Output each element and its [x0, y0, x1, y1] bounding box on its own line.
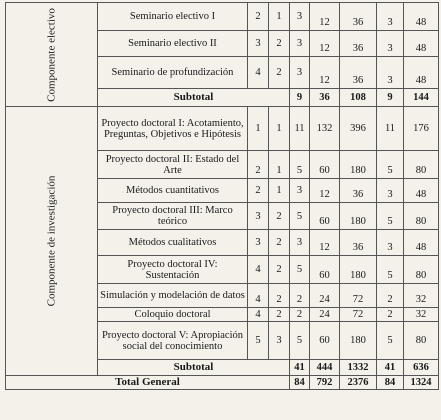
- cell: 2: [248, 3, 269, 31]
- course-name: Métodos cualitativos: [98, 230, 248, 256]
- cell: 11: [377, 107, 404, 151]
- cell: 5: [377, 322, 404, 360]
- cell: 3: [290, 31, 310, 57]
- cell: 180: [340, 256, 377, 284]
- cell: 41: [377, 360, 404, 376]
- cell: 36: [340, 31, 377, 57]
- cell: 72: [340, 308, 377, 322]
- cell: 2: [248, 179, 269, 203]
- cell: 60: [310, 203, 340, 230]
- cell: 5: [290, 322, 310, 360]
- cell: 132: [310, 107, 340, 151]
- cell: 12: [310, 3, 340, 31]
- cell: 2: [290, 284, 310, 308]
- cell: 48: [404, 57, 439, 89]
- cell: 11: [290, 107, 310, 151]
- table-row: [6, 3, 439, 31]
- cell: 2376: [340, 376, 377, 390]
- cell: 80: [404, 151, 439, 179]
- cell: 60: [310, 256, 340, 284]
- cell: 3: [248, 230, 269, 256]
- cell: 1: [269, 3, 290, 31]
- cell: 792: [310, 376, 340, 390]
- course-name: Seminario de profundización: [98, 57, 248, 89]
- cell: 84: [377, 376, 404, 390]
- cell: 3: [377, 179, 404, 203]
- cell: 12: [310, 179, 340, 203]
- subtotal-label: Subtotal: [98, 360, 290, 376]
- cell: 2: [269, 256, 290, 284]
- course-name: Proyecto doctoral I: Acotamiento, Preguntas, Objetivos e Hipótesis: [98, 107, 248, 151]
- cell: 32: [404, 284, 439, 308]
- cell: 636: [404, 360, 439, 376]
- cell: 80: [404, 322, 439, 360]
- cell: 1: [269, 107, 290, 151]
- cell: 2: [377, 284, 404, 308]
- cell: 3: [248, 31, 269, 57]
- cell: 5: [290, 256, 310, 284]
- cell: 36: [340, 3, 377, 31]
- cell: 24: [310, 308, 340, 322]
- cell: 2: [248, 151, 269, 179]
- course-name: Simulación y modelación de datos: [98, 284, 248, 308]
- cell: 180: [340, 203, 377, 230]
- total-label: Total General: [6, 376, 290, 390]
- cell: 12: [310, 230, 340, 256]
- cell: 144: [404, 89, 439, 107]
- cell: 5: [377, 151, 404, 179]
- cell: 12: [310, 31, 340, 57]
- cell: 176: [404, 107, 439, 151]
- course-name: Proyecto doctoral IV: Sustentación: [98, 256, 248, 284]
- cell: 48: [404, 3, 439, 31]
- course-name: Proyecto doctoral II: Estado del Arte: [98, 151, 248, 179]
- cell: 36: [340, 57, 377, 89]
- component-label: Componente de investigación: [6, 107, 98, 376]
- component-label: Componente electivo: [6, 3, 98, 107]
- cell: 5: [290, 151, 310, 179]
- subtotal-label: Subtotal: [98, 89, 290, 107]
- cell: 2: [290, 308, 310, 322]
- cell: 396: [340, 107, 377, 151]
- cell: 41: [290, 360, 310, 376]
- cell: 108: [340, 89, 377, 107]
- cell: 4: [248, 284, 269, 308]
- cell: 80: [404, 256, 439, 284]
- cell: 48: [404, 230, 439, 256]
- total-row: [6, 376, 439, 390]
- cell: 72: [340, 284, 377, 308]
- curriculum-table: [5, 2, 439, 390]
- cell: 3: [290, 57, 310, 89]
- cell: 2: [269, 308, 290, 322]
- cell: 2: [377, 308, 404, 322]
- course-name: Seminario electivo II: [98, 31, 248, 57]
- cell: 9: [290, 89, 310, 107]
- course-name: Coloquio doctoral: [98, 308, 248, 322]
- cell: 9: [377, 89, 404, 107]
- cell: 5: [377, 203, 404, 230]
- cell: 1: [269, 179, 290, 203]
- cell: 36: [340, 179, 377, 203]
- cell: 2: [269, 284, 290, 308]
- cell: 5: [290, 203, 310, 230]
- cell: 2: [269, 230, 290, 256]
- course-name: Seminario electivo I: [98, 3, 248, 31]
- cell: 3: [290, 230, 310, 256]
- cell: 3: [290, 3, 310, 31]
- cell: 3: [290, 179, 310, 203]
- course-name: Métodos cuantitativos: [98, 179, 248, 203]
- course-name: Proyecto doctoral V: Apropiación social del conocimiento: [98, 322, 248, 360]
- table-row: [6, 107, 439, 151]
- cell: 2: [269, 203, 290, 230]
- cell: 1332: [340, 360, 377, 376]
- cell: 60: [310, 322, 340, 360]
- cell: 180: [340, 151, 377, 179]
- cell: 444: [310, 360, 340, 376]
- cell: 2: [269, 57, 290, 89]
- table-body: [6, 3, 439, 390]
- cell: 3: [377, 57, 404, 89]
- cell: 60: [310, 151, 340, 179]
- cell: 4: [248, 308, 269, 322]
- cell: 3: [248, 203, 269, 230]
- cell: 180: [340, 322, 377, 360]
- cell: 4: [248, 256, 269, 284]
- cell: 84: [290, 376, 310, 390]
- cell: 5: [248, 322, 269, 360]
- cell: 2: [269, 31, 290, 57]
- cell: 4: [248, 57, 269, 89]
- cell: 1324: [404, 376, 439, 390]
- cell: 3: [269, 322, 290, 360]
- cell: 12: [310, 57, 340, 89]
- course-name: Proyecto doctoral III: Marco teórico: [98, 203, 248, 230]
- cell: 36: [340, 230, 377, 256]
- cell: 3: [377, 3, 404, 31]
- cell: 3: [377, 230, 404, 256]
- cell: 1: [248, 107, 269, 151]
- cell: 36: [310, 89, 340, 107]
- cell: 32: [404, 308, 439, 322]
- cell: 3: [377, 31, 404, 57]
- cell: 1: [269, 151, 290, 179]
- cell: 48: [404, 179, 439, 203]
- cell: 24: [310, 284, 340, 308]
- cell: 80: [404, 203, 439, 230]
- cell: 48: [404, 31, 439, 57]
- cell: 5: [377, 256, 404, 284]
